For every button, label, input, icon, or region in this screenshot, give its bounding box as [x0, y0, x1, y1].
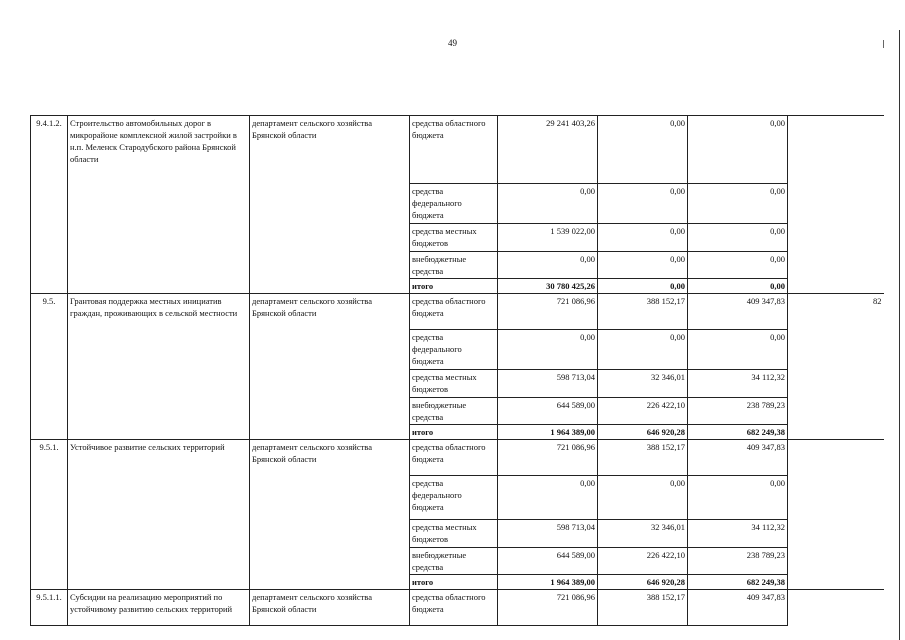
measure-code: 9.5.	[31, 294, 68, 440]
value-year-2: 646 920,28	[598, 425, 688, 440]
table-row	[31, 294, 884, 330]
value-year-3: 682 249,38	[688, 425, 788, 440]
value-year-3: 34 112,32	[688, 520, 788, 548]
value-year-2: 32 346,01	[598, 520, 688, 548]
table-row	[31, 440, 884, 476]
value-year-3: 0,00	[688, 252, 788, 279]
value-year-1: 0,00	[498, 184, 598, 224]
extra-value	[788, 548, 884, 575]
value-year-2: 646 920,28	[598, 575, 688, 590]
value-year-1: 0,00	[498, 476, 598, 520]
funding-source: средства областного бюджета	[410, 116, 498, 184]
value-year-2: 388 152,17	[598, 294, 688, 330]
value-year-2: 0,00	[598, 184, 688, 224]
funding-source: итого	[410, 425, 498, 440]
extra-value	[788, 184, 884, 224]
value-year-2: 0,00	[598, 476, 688, 520]
value-year-1: 1 964 389,00	[498, 575, 598, 590]
value-year-2: 32 346,01	[598, 370, 688, 398]
funding-source: внебюджетные средства	[410, 548, 498, 575]
extra-value: 82	[788, 294, 884, 330]
value-year-2: 0,00	[598, 252, 688, 279]
value-year-3: 0,00	[688, 184, 788, 224]
extra-value	[788, 425, 884, 440]
scan-edge-mark	[883, 40, 884, 48]
value-year-2: 388 152,17	[598, 590, 688, 626]
budget-table	[30, 115, 884, 626]
extra-value	[788, 440, 884, 476]
extra-value	[788, 520, 884, 548]
funding-source: средства федерального бюджета	[410, 476, 498, 520]
funding-source: средства областного бюджета	[410, 590, 498, 626]
page-number: 49	[448, 38, 457, 48]
extra-value	[788, 330, 884, 370]
value-year-2: 0,00	[598, 330, 688, 370]
measure-name: Грантовая поддержка местных инициатив граждан, проживающих в сельской местности	[68, 294, 250, 440]
value-year-3: 238 789,23	[688, 398, 788, 425]
value-year-2: 0,00	[598, 279, 688, 294]
value-year-3: 0,00	[688, 330, 788, 370]
value-year-2: 226 422,10	[598, 398, 688, 425]
funding-source: средства местных бюджетов	[410, 370, 498, 398]
value-year-1: 30 780 425,26	[498, 279, 598, 294]
value-year-1: 598 713,04	[498, 370, 598, 398]
value-year-3: 409 347,83	[688, 590, 788, 626]
value-year-1: 721 086,96	[498, 294, 598, 330]
value-year-3: 0,00	[688, 476, 788, 520]
value-year-3: 34 112,32	[688, 370, 788, 398]
extra-value	[788, 224, 884, 252]
funding-source: средства областного бюджета	[410, 294, 498, 330]
value-year-2: 0,00	[598, 116, 688, 184]
extra-value	[788, 476, 884, 520]
value-year-3: 0,00	[688, 116, 788, 184]
value-year-1: 1 539 022,00	[498, 224, 598, 252]
table-row	[31, 590, 884, 626]
executor: департамент сельского хозяйства Брянской области	[250, 294, 410, 440]
funding-source: итого	[410, 279, 498, 294]
funding-source: средства федерального бюджета	[410, 330, 498, 370]
value-year-1: 721 086,96	[498, 590, 598, 626]
measure-name: Строительство автомобильных дорог в микрорайоне комплексной жилой застройки в н.п. Меленск Стародубского района Брянской области	[68, 116, 250, 294]
extra-value	[788, 575, 884, 590]
extra-value	[788, 279, 884, 294]
value-year-2: 0,00	[598, 224, 688, 252]
executor: департамент сельского хозяйства Брянской области	[250, 440, 410, 590]
funding-source: итого	[410, 575, 498, 590]
measure-code: 9.4.1.2.	[31, 116, 68, 294]
value-year-1: 1 964 389,00	[498, 425, 598, 440]
extra-value	[788, 370, 884, 398]
value-year-1: 721 086,96	[498, 440, 598, 476]
value-year-3: 409 347,83	[688, 294, 788, 330]
executor: департамент сельского хозяйства Брянской области	[250, 116, 410, 294]
value-year-2: 388 152,17	[598, 440, 688, 476]
measure-name: Устойчивое развитие сельских территорий	[68, 440, 250, 590]
value-year-1: 644 589,00	[498, 548, 598, 575]
executor: департамент сельского хозяйства Брянской области	[250, 590, 410, 626]
value-year-3: 0,00	[688, 224, 788, 252]
measure-code: 9.5.1.1.	[31, 590, 68, 626]
value-year-1: 29 241 403,26	[498, 116, 598, 184]
funding-source: средства местных бюджетов	[410, 224, 498, 252]
value-year-1: 0,00	[498, 252, 598, 279]
value-year-3: 682 249,38	[688, 575, 788, 590]
funding-source: внебюджетные средства	[410, 252, 498, 279]
value-year-1: 0,00	[498, 330, 598, 370]
value-year-1: 598 713,04	[498, 520, 598, 548]
value-year-2: 226 422,10	[598, 548, 688, 575]
value-year-3: 0,00	[688, 279, 788, 294]
funding-source: внебюджетные средства	[410, 398, 498, 425]
table-row	[31, 116, 884, 184]
extra-value	[788, 590, 884, 626]
scan-edge-line	[899, 30, 900, 640]
funding-source: средства областного бюджета	[410, 440, 498, 476]
value-year-1: 644 589,00	[498, 398, 598, 425]
funding-source: средства местных бюджетов	[410, 520, 498, 548]
extra-value	[788, 398, 884, 425]
funding-source: средства федерального бюджета	[410, 184, 498, 224]
measure-code: 9.5.1.	[31, 440, 68, 590]
value-year-3: 238 789,23	[688, 548, 788, 575]
measure-name: Субсидии на реализацию мероприятий по устойчивому развитию сельских территорий	[68, 590, 250, 626]
extra-value	[788, 116, 884, 184]
value-year-3: 409 347,83	[688, 440, 788, 476]
extra-value	[788, 252, 884, 279]
